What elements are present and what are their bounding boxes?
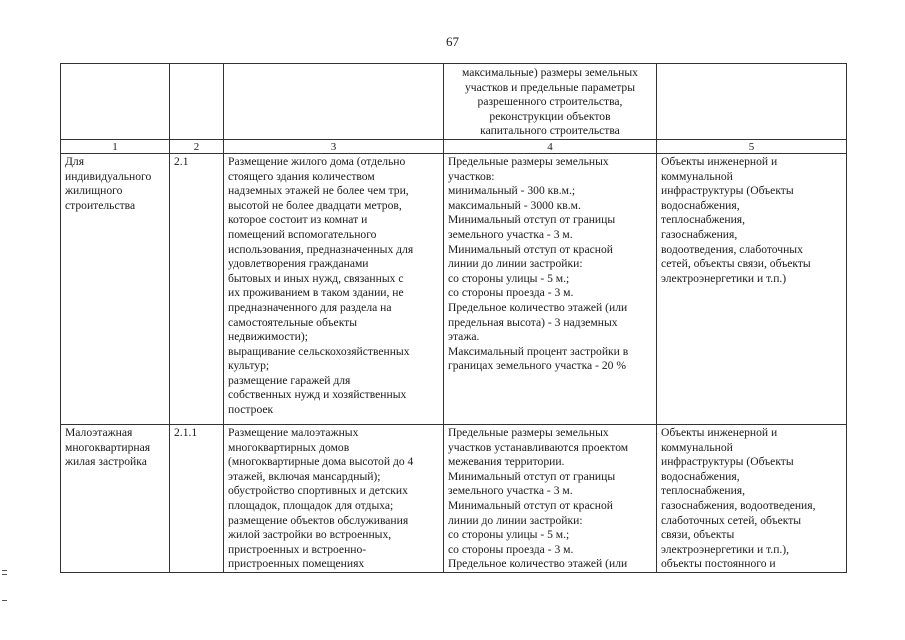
description-line: пристроенных и встроенно- (228, 542, 367, 556)
header-text-line: участков и предельные параметры (464, 80, 636, 94)
parameters-line: со стороны улицы - 5 м.; (448, 528, 570, 542)
parameters-line: Минимальный отступ от красной (448, 242, 613, 256)
parameters-line: Минимальный отступ от границы (448, 469, 616, 483)
auxiliary-line: связи, объекты (661, 528, 735, 542)
auxiliary-line: коммунальной (661, 169, 733, 183)
page-number: 67 (446, 34, 459, 49)
header-cell-1 (61, 64, 170, 140)
column-number-row (61, 139, 847, 153)
zoning-table (60, 63, 847, 573)
description-line: использования, предназначенных для (228, 242, 414, 256)
auxiliary-line: электроэнергетики и т.п.) (661, 271, 787, 285)
code-cell (170, 153, 224, 424)
table-row (61, 153, 847, 424)
description-line: размещение гаражей для (228, 373, 351, 387)
parameters-line: со стороны проезда - 3 м. (448, 542, 574, 556)
parameters-line: со стороны проезда - 3 м. (448, 286, 574, 300)
code-cell (170, 424, 224, 572)
description-line: построек (228, 403, 274, 417)
auxiliary-line: сетей, объекты связи, объекты (661, 257, 811, 271)
auxiliary-line: слаботочных сетей, объекты (661, 513, 802, 527)
parameters-line: Максимальный процент застройки в (448, 344, 629, 358)
parameters-line: участков устанавливаются проектом (448, 440, 629, 454)
description-line: собственных нужд и хозяйственных (228, 388, 407, 402)
use-type-line: жилищного (65, 184, 123, 198)
description-line: площадок, площадок для отдыха; (228, 498, 394, 512)
description-line: выращивание сельскохозяйственных (228, 344, 410, 358)
use-type-line: многоквартирная (65, 440, 151, 454)
parameters-line: Предельные размеры земельных (448, 425, 609, 439)
parameters-line: Предельные размеры земельных (448, 154, 609, 168)
auxiliary-use-cell (657, 153, 847, 424)
auxiliary-line: газоснабжения, водоотведения, (661, 498, 816, 512)
header-text-line: разрешенного строительства, (477, 95, 623, 109)
parameters-line: линии до линии застройки: (448, 513, 583, 527)
use-type-cell (61, 424, 170, 572)
parameters-line: этажа. (448, 330, 480, 344)
header-cell-2 (170, 64, 224, 140)
auxiliary-line: водоснабжения, (661, 198, 740, 212)
column-number: 3 (224, 139, 444, 153)
header-continuation-row (61, 64, 847, 140)
auxiliary-line: теплоснабжения, (661, 213, 746, 227)
use-code: 2.1.1 (174, 425, 198, 439)
use-type-line: Малоэтажная (65, 425, 133, 439)
scan-margin-mark (2, 570, 7, 571)
description-line: культур; (228, 359, 270, 373)
description-line: помещений вспомогательного (228, 227, 377, 241)
use-type-line: жилая застройка (65, 455, 147, 469)
description-cell (224, 153, 444, 424)
auxiliary-use-cell (657, 424, 847, 572)
description-line: обустройство спортивных и детских (228, 484, 408, 498)
description-line: предназначенного для раздела на (228, 300, 392, 314)
parameters-line: со стороны улицы - 5 м.; (448, 271, 570, 285)
parameters-line: минимальный - 300 кв.м.; (448, 184, 576, 198)
parameters-line: межевания территории. (448, 455, 565, 469)
scan-margin-mark (2, 600, 7, 601)
description-line: самостоятельные объекты (228, 315, 358, 329)
column-number: 4 (444, 139, 657, 153)
auxiliary-line: коммунальной (661, 440, 733, 454)
column-number: 2 (170, 139, 224, 153)
header-cell-3 (224, 64, 444, 140)
use-code: 2.1 (174, 154, 189, 168)
parameters-line: границах земельного участка - 20 % (448, 359, 626, 373)
scan-margin-mark (2, 574, 7, 575)
auxiliary-line: Объекты инженерной и (661, 154, 778, 168)
table-row (61, 424, 847, 572)
header-cell-4 (444, 64, 657, 140)
description-line: Размещение малоэтажных (228, 425, 359, 439)
description-line: которое состоит из комнат и (228, 213, 368, 227)
auxiliary-line: инфраструктуры (Объекты (661, 455, 794, 469)
parameters-line: Предельное количество этажей (или (448, 557, 628, 571)
description-line: этажей, включая мансардный); (228, 469, 381, 483)
parameters-line: линии до линии застройки: (448, 257, 583, 271)
description-line: надземных этажей не более чем три, (228, 184, 409, 198)
auxiliary-line: электроэнергетики и т.п.), (661, 542, 790, 556)
auxiliary-line: инфраструктуры (Объекты (661, 184, 794, 198)
description-line: стоящего здания количеством (228, 169, 375, 183)
parameters-line: земельного участка - 3 м. (448, 484, 573, 498)
description-line: размещение объектов обслуживания (228, 513, 409, 527)
auxiliary-line: газоснабжения, (661, 227, 738, 241)
use-type-line: индивидуального (65, 169, 152, 183)
header-cell-5 (657, 64, 847, 140)
description-line: жилой застройки во встроенных, (228, 528, 392, 542)
use-type-cell (61, 153, 170, 424)
description-cell (224, 424, 444, 572)
description-line: бытовых и иных нужд, связанных с (228, 271, 404, 285)
parameters-line: участков: (448, 169, 495, 183)
description-line: их проживанием в таком здании, не (228, 286, 404, 300)
description-line: (многоквартирные дома высотой до 4 (228, 455, 414, 469)
parameters-line: Предельное количество этажей (или (448, 300, 628, 314)
parameters-line: предельная высота) - 3 надземных (448, 315, 618, 329)
header-text-line: капитального строительства (480, 124, 620, 138)
description-line: высотой не более двадцати метров, (228, 198, 402, 212)
parameters-cell (444, 153, 657, 424)
column-number: 1 (61, 139, 170, 153)
use-type-line: строительства (65, 198, 136, 212)
use-type-line: Для (65, 154, 85, 168)
auxiliary-line: теплоснабжения, (661, 484, 746, 498)
header-text-line: реконструкции объектов (489, 109, 611, 123)
auxiliary-line: объекты постоянного и (661, 557, 776, 571)
description-line: недвижимости); (228, 330, 308, 344)
auxiliary-line: водоснабжения, (661, 469, 740, 483)
description-line: пристроенных помещениях (228, 557, 365, 571)
auxiliary-line: водоотведения, слаботочных (661, 242, 803, 256)
description-line: многоквартирных домов (228, 440, 350, 454)
parameters-cell (444, 424, 657, 572)
parameters-line: Минимальный отступ от красной (448, 498, 613, 512)
description-line: Размещение жилого дома (отдельно (228, 154, 406, 168)
auxiliary-line: Объекты инженерной и (661, 425, 778, 439)
description-line: удовлетворения гражданами (228, 257, 369, 271)
parameters-line: максимальный - 3000 кв.м. (448, 198, 581, 212)
parameters-line: Минимальный отступ от границы (448, 213, 616, 227)
column-number: 5 (657, 139, 847, 153)
header-text-line: максимальные) размеры земельных (462, 66, 638, 79)
parameters-line: земельного участка - 3 м. (448, 227, 573, 241)
